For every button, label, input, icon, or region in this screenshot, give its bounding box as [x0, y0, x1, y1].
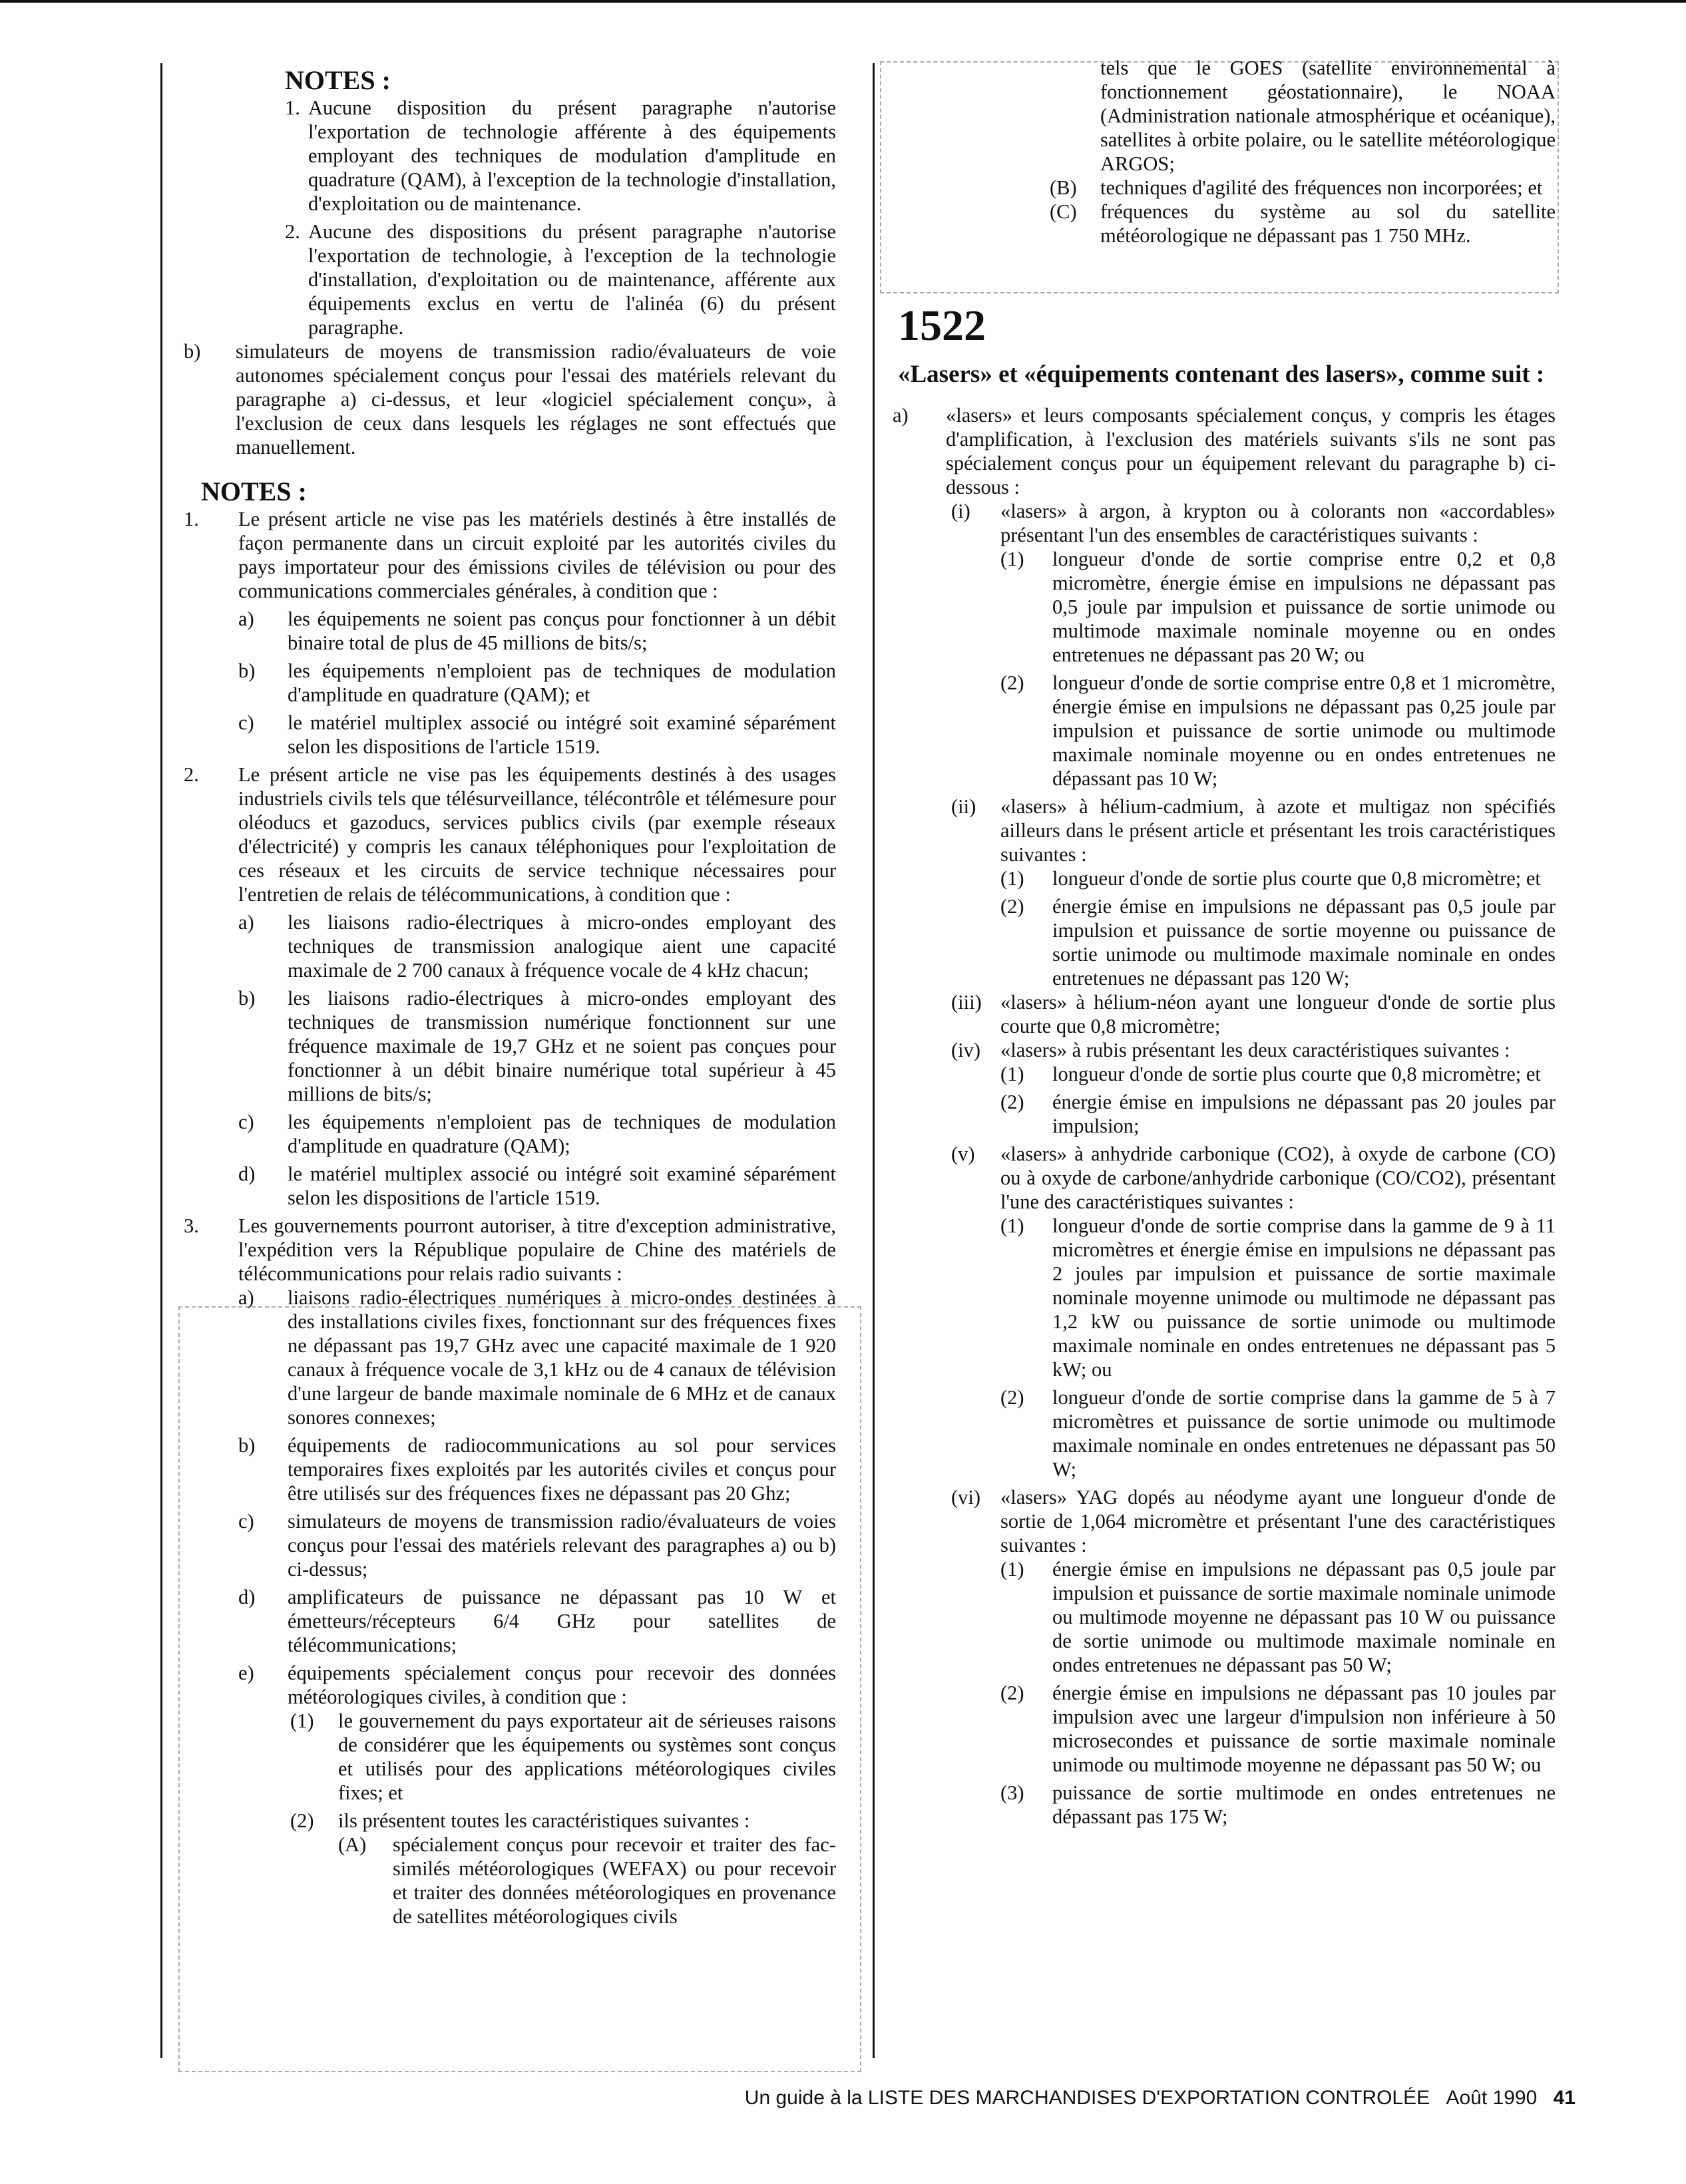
numbered-item	[898, 1385, 1556, 1481]
notes-heading: NOTES :	[285, 65, 391, 95]
page-number: 41	[1553, 2087, 1576, 2109]
item-text: le matériel multiplex associé ou intégré soit examiné séparément selon les dispositions de l'article 1519.	[288, 1163, 836, 1209]
sub-item	[898, 200, 1556, 248]
section-number: 1522	[898, 301, 986, 350]
item-text: le gouvernement du pays exportateur ait de sérieuses raisons de considérer que les équipements ou systèmes sont conçus et utilisés pour des applications météorologiques civiles fixes; et	[338, 1710, 836, 1804]
item-label: (C)	[1050, 200, 1077, 223]
item-label: (3)	[1000, 1781, 1024, 1804]
numbered-item	[898, 1090, 1556, 1138]
item-text: équipements spécialement conçus pour recevoir des données météorologiques civiles, à condition que :	[288, 1662, 836, 1708]
item-label: b)	[238, 659, 256, 682]
item-text: les liaisons radio-électriques à micro-ondes employant des techniques de transmission analogique aient une capacité maximale de 2 700 canaux à fréquence vocale de 4 kHz chacun;	[288, 911, 836, 982]
item-label: e)	[238, 1662, 254, 1684]
item-text: longueur d'onde de sortie comprise entre 0,8 et 1 micromètre, énergie émise en impulsions ne dépassant pas 0,25 joule par impulsion et puissance de sortie unimode ou multimode maximale nominale moyenne ou en ondes entretenues ne dépassant pas 10 W;	[1052, 671, 1556, 790]
sub-item	[184, 910, 836, 982]
item-text: énergie émise en impulsions ne dépassant pas 10 joules par impulsion avec une largeur d'impulsion non inférieure à 50 microsecondes et puissance de sortie maximale nominale unimode ou multimode moyenne ne dépassant pas 50 W; ou	[1052, 1682, 1556, 1776]
item-text: les équipements ne soient pas conçus pour fonctionner à un débit binaire total de plus de 45 millions de bits/s;	[288, 608, 836, 654]
roman-item	[898, 1038, 1556, 1062]
sub-item	[184, 1286, 836, 1429]
item-text: «lasers» et leurs composants spécialement conçus, y compris les étages d'amplification, à l'exclusion des matériels suivants s'ils ne sont pas spécialement conçus pour un équipement relevant du paragraphe b) ci-dessous :	[946, 404, 1556, 498]
sub-item	[184, 1509, 836, 1581]
section-title: «Lasers» et «équipements contenant des lasers», comme suit :	[898, 361, 1545, 388]
note-text: Aucune des dispositions du présent paragraphe n'autorise l'exportation de technologie, à l'exception de la technologie d'installation, d'exploitation ou de maintenance, afférente aux équipements exclus en vertu de l'alinéa (6) du présent paragraphe.	[308, 220, 836, 339]
item-label: a)	[238, 911, 254, 934]
note-number: 2.	[285, 220, 300, 243]
top-border	[0, 0, 1686, 3]
item-label: b)	[238, 987, 256, 1009]
item-label: (1)	[1000, 867, 1024, 890]
continuation-text	[898, 56, 1556, 176]
item-label: (v)	[951, 1143, 975, 1165]
note-text: Le présent article ne vise pas les matériels destinés à être installés de façon permanente dans un circuit exploité par les autorités civiles du pays importateur pour des émissions civiles de télévision ou pour des communications commerciales générales, à condition que :	[238, 508, 836, 602]
item-text: liaisons radio-électriques numériques à micro-ondes destinées à des installations civiles fixes, fonctionnant sur des fréquences fixes ne dépassant pas 19,7 GHz avec une capacité maximale de 1 920 canaux à fréquence vocale de 3,1 kHz ou de 4 canaux de télévision d'une largeur de bande maximale nominale de 6 MHz et de canaux sonores connexes;	[288, 1286, 836, 1429]
item-text: les équipements n'emploient pas de techniques de modulation d'amplitude en quadrature (QAM); et	[288, 659, 836, 706]
item-text: simulateurs de moyens de transmission radio/évaluateurs de voies conçus pour l'essai des matériels relevant des paragraphes a) ou b) ci-dessus;	[288, 1510, 836, 1580]
list-item	[184, 339, 836, 459]
roman-item	[898, 990, 1556, 1038]
note-item	[184, 96, 836, 216]
item-text: «lasers» YAG dopés au néodyme ayant une longueur d'onde de sortie de 1,064 micromètre et présentant l'une des caractéristiques suivantes :	[1000, 1486, 1556, 1556]
sub-item	[184, 1661, 836, 1709]
item-label: (i)	[951, 500, 970, 522]
continuation-paragraph: tels que le GOES (satellite environnemental à fonctionnement géostationnaire), le NOAA (Administration nationale atmosphérique et océanique), satellites à orbite polaire, ou le satellite météorologique ARGOS;	[1100, 57, 1556, 175]
item-text: «lasers» à hélium-cadmium, à azote et multigaz non spécifiés ailleurs dans le présent article et présentant les trois caractéristiques suivantes :	[1000, 795, 1556, 866]
item-text: spécialement conçus pour recevoir et traiter des fac-similés météorologiques (WEFAX) ou pour recevoir et traiter des données météorologiques en provenance de satellites météorologiques civils	[393, 1833, 836, 1928]
item-label: d)	[238, 1586, 256, 1608]
item-text: puissance de sortie multimode en ondes entretenues ne dépassant pas 175 W;	[1052, 1781, 1556, 1828]
sub-item	[184, 986, 836, 1106]
item-label: c)	[238, 1111, 254, 1133]
sub-item	[184, 711, 836, 759]
sub-sub-sub-item	[184, 1833, 836, 1928]
item-label: c)	[238, 1510, 254, 1533]
item-label: (B)	[1050, 176, 1077, 199]
roman-item	[898, 1142, 1556, 1214]
item-label: (A)	[338, 1833, 367, 1856]
column-divider-rule	[873, 63, 875, 2058]
sub-sub-item	[184, 1709, 836, 1805]
numbered-item	[898, 1681, 1556, 1777]
item-text: techniques d'agilité des fréquences non incorporées; et	[1100, 176, 1543, 199]
item-label: (2)	[1000, 895, 1024, 918]
item-label: b)	[238, 1434, 256, 1457]
item-text: longueur d'onde de sortie plus courte que 0,8 micromètre; et	[1052, 1063, 1541, 1085]
numbered-item	[898, 1557, 1556, 1677]
item-label: (1)	[290, 1710, 314, 1732]
footer-guide-title: Un guide à la LISTE DES MARCHANDISES D'EXPORTATION CONTROLÉE	[744, 2087, 1430, 2109]
item-label: (vi)	[951, 1486, 981, 1509]
item-label: b)	[184, 340, 201, 363]
sub-sub-item	[184, 1809, 836, 1833]
note-item	[184, 763, 836, 906]
item-text: «lasers» à anhydride carbonique (CO2), à oxyde de carbone (CO) ou à oxyde de carbone/anhydride carbonique (CO/CO2), présentant l'une des caractéristiques suivantes :	[1000, 1143, 1556, 1213]
item-label: (2)	[290, 1809, 314, 1832]
item-label: (1)	[1000, 548, 1024, 570]
item-text: longueur d'onde de sortie comprise dans la gamme de 9 à 11 micromètres et énergie émise en impulsions ne dépassant pas 2 joules par impulsion et puissance de sortie maximale nominale moyenne unimode ou multimode ne dépassant pas 1,2 kW ou puissance de sortie unimode ou multimode maximale nominale en ondes entretenues ne dépassant pas 5 kW; ou	[1052, 1214, 1556, 1381]
item-text: énergie émise en impulsions ne dépassant pas 0,5 joule par impulsion et puissance de sortie maximale nominale unimode ou multimode moyenne ne dépassant pas 10 W ou puissance de sortie unimode ou multimode maximale nominale en ondes entretenues ne dépassant pas 50 W;	[1052, 1558, 1556, 1676]
note-item	[184, 507, 836, 603]
note-item	[184, 220, 836, 339]
item-label: (2)	[1000, 671, 1024, 694]
list-item	[893, 403, 1556, 499]
item-text: «lasers» à hélium-néon ayant une longueur d'onde de sortie plus courte que 0,8 micromètre;	[1000, 991, 1556, 1037]
note-number: 3.	[184, 1214, 199, 1237]
sub-item	[184, 1585, 836, 1657]
item-label: a)	[238, 608, 254, 630]
item-text: longueur d'onde de sortie comprise dans la gamme de 5 à 7 micromètres et puissance de sortie unimode ou multimode maximale nominale en ondes entretenues ne dépassant pas 50 W;	[1052, 1386, 1556, 1481]
item-text: longueur d'onde de sortie comprise entre 0,2 et 0,8 micromètre, énergie émise en impulsions ne dépassant pas 0,5 joule par impulsion et puissance de sortie unimode ou multimode maximale nominale moyenne ou en ondes entretenues ne dépassant pas 20 W; ou	[1052, 548, 1556, 666]
footer-date: Août 1990	[1446, 2087, 1538, 2109]
item-label: a)	[238, 1286, 254, 1309]
sub-item	[184, 1110, 836, 1158]
sub-item	[184, 607, 836, 655]
item-label: (ii)	[951, 795, 976, 818]
item-text: «lasers» à rubis présentant les deux caractéristiques suivantes :	[1000, 1039, 1510, 1061]
numbered-item	[898, 1214, 1556, 1381]
item-text: «lasers» à argon, à krypton ou à colorants non «accordables» présentant l'un des ensembles de caractéristiques suivants :	[1000, 500, 1556, 546]
numbered-item	[898, 894, 1556, 990]
item-label: (1)	[1000, 1558, 1024, 1580]
item-text: simulateurs de moyens de transmission radio/évaluateurs de voie autonomes spécialement conçus pour l'essai des matériels relevant du paragraphe a) ci-dessus, et leur «logiciel spécialement conçu», à l'exclusion de ceux dans lesquels les réglages ne sont effectués que manuellement.	[236, 340, 836, 458]
note-number: 2.	[184, 763, 199, 786]
sub-item	[898, 176, 1556, 200]
roman-item	[898, 1485, 1556, 1557]
item-label: (1)	[1000, 1214, 1024, 1237]
roman-item	[898, 499, 1556, 547]
left-margin-rule	[160, 63, 162, 2058]
page-footer	[745, 2086, 1576, 2111]
numbered-item	[898, 1781, 1556, 1829]
item-label: (iii)	[951, 991, 982, 1013]
item-label: a)	[893, 404, 909, 427]
item-text: les liaisons radio-électriques à micro-ondes employant des techniques de transmission numérique fonctionnent sur une fréquence maximale de 19,7 GHz et ne soient pas conçues pour fonctionner à un débit binaire numérique total supérieur à 45 millions de bits/s;	[288, 987, 836, 1105]
roman-item	[898, 795, 1556, 866]
left-column	[184, 65, 836, 1928]
item-label: (iv)	[951, 1039, 981, 1061]
sub-item	[184, 1162, 836, 1210]
item-label: (2)	[1000, 1682, 1024, 1704]
note-text: Les gouvernements pourront autoriser, à titre d'exception administrative, l'expédition vers la République populaire de Chine des matériels de télécommunications pour relais radio suivants :	[238, 1214, 836, 1285]
numbered-item	[898, 1062, 1556, 1086]
sub-item	[184, 659, 836, 707]
item-label: (1)	[1000, 1063, 1024, 1085]
numbered-item	[898, 547, 1556, 667]
note-number: 1.	[184, 508, 199, 530]
item-label: c)	[238, 711, 254, 734]
item-text: équipements de radiocommunications au sol pour services temporaires fixes exploités par les autorités civiles et conçus pour être utilisés sur des fréquences fixes ne dépassant pas 20 Ghz;	[288, 1434, 836, 1505]
item-text: le matériel multiplex associé ou intégré soit examiné séparément selon les dispositions de l'article 1519.	[288, 711, 836, 758]
notes-heading: NOTES :	[201, 476, 307, 506]
numbered-item	[898, 671, 1556, 791]
item-text: amplificateurs de puissance ne dépassant pas 10 W et émetteurs/récepteurs 6/4 GHz pour satellites de télécommunications;	[288, 1586, 836, 1656]
note-text: Aucune disposition du présent paragraphe n'autorise l'exportation de technologie afférente à des équipements employant des techniques de modulation d'amplitude en quadrature (QAM), à l'exception de la technologie d'installation, d'exploitation ou de maintenance.	[308, 96, 836, 215]
right-column	[893, 56, 1556, 1829]
item-label: d)	[238, 1163, 256, 1185]
item-text: fréquences du système au sol du satellite météorologique ne dépassant pas 1 750 MHz.	[1100, 200, 1556, 247]
item-label: (2)	[1000, 1386, 1024, 1409]
item-text: ils présentent toutes les caractéristiques suivantes :	[338, 1809, 750, 1832]
item-text: longueur d'onde de sortie plus courte que 0,8 micromètre; et	[1052, 867, 1541, 890]
item-text: énergie émise en impulsions ne dépassant pas 0,5 joule par impulsion et puissance de sortie moyenne ou puissance de sortie unimode ou multimode maximale nominale en ondes entretenues ne dépassant pas 120 W;	[1052, 895, 1556, 990]
note-number: 1.	[285, 96, 300, 119]
item-text: énergie émise en impulsions ne dépassant pas 20 joules par impulsion;	[1052, 1091, 1556, 1137]
item-text: les équipements n'emploient pas de techniques de modulation d'amplitude en quadrature (QAM);	[288, 1111, 836, 1157]
sub-item	[184, 1433, 836, 1505]
note-item	[184, 1214, 836, 1286]
note-text: Le présent article ne vise pas les équipements destinés à des usages industriels civils tels que télésurveillance, télécontrôle et télémesure pour oléoducs et gazoducs, services publics civils (par exemple réseaux d'électricité) y compris les canaux téléphoniques pour l'exploitation de ces réseaux et les circuits de service technique nécessaires pour l'entretien de relais de télécommunications, à condition que :	[238, 763, 836, 906]
item-label: (2)	[1000, 1091, 1024, 1113]
numbered-item	[898, 866, 1556, 890]
